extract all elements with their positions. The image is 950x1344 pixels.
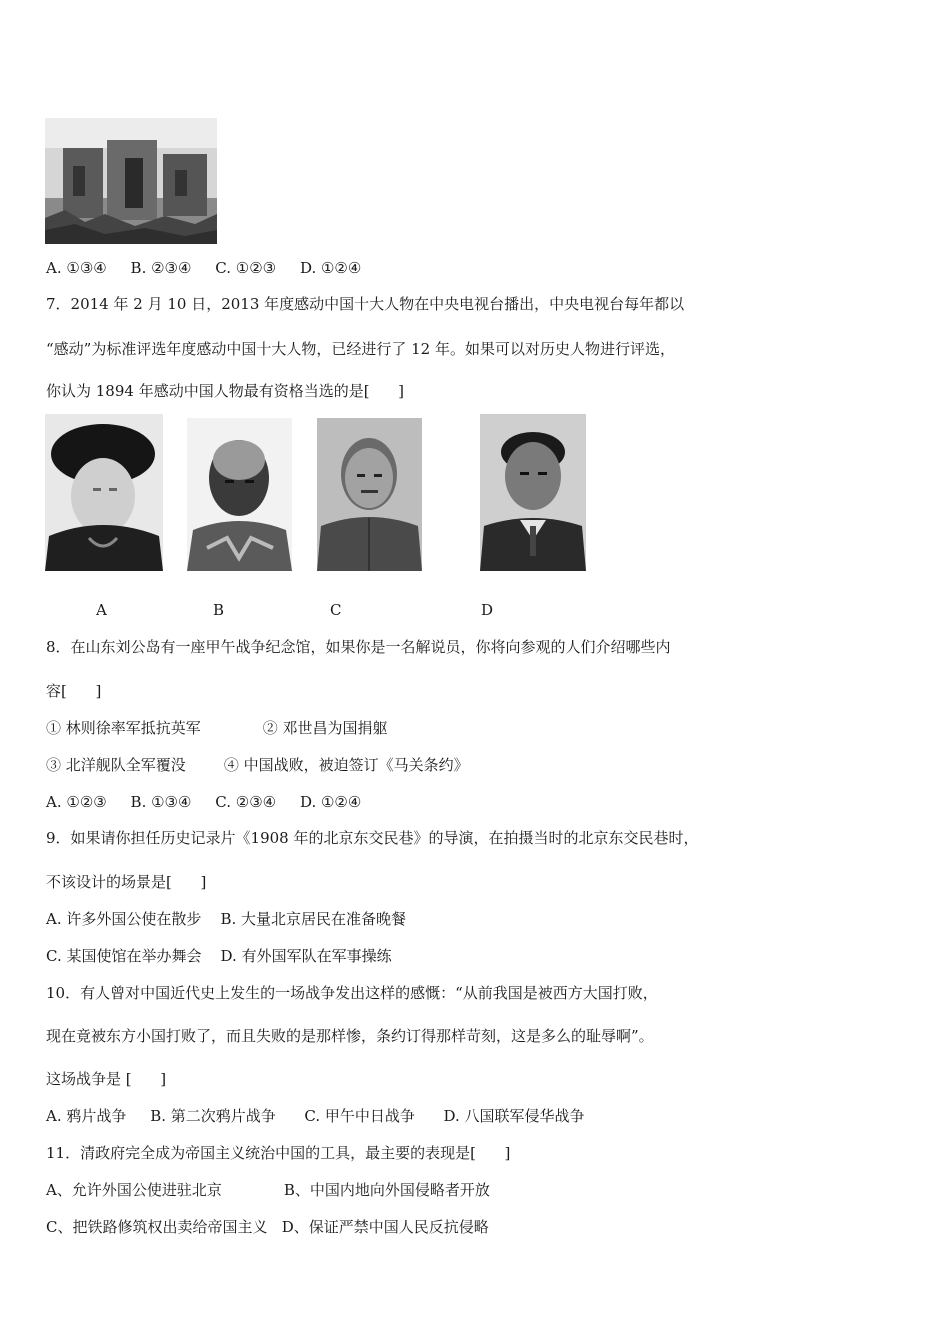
portrait-b (187, 418, 292, 571)
portrait-label-c: C (330, 601, 342, 619)
q7-text-line1: 7．2014 年 2 月 10 日，2013 年度感动中国十大人物在中央电视台播出，中央电视台每年都以 (46, 295, 685, 313)
portrait-c (317, 418, 422, 571)
q11-text-line3: C、把铁路修筑权出卖给帝国主义 D、保证严禁中国人民反抗侵略 (46, 1218, 489, 1236)
q11-text-line1: 11．清政府完全成为帝国主义统治中国的工具，最主要的表现是[ ] (46, 1144, 511, 1162)
portrait-label-d: D (481, 601, 494, 619)
q8-text-line2: 容[ ] (46, 682, 102, 700)
q8-text-line4: ③ 北洋舰队全军覆没 ④ 中国战败，被迫签订《马关条约》 (46, 756, 469, 774)
q10-options: A. 鸦片战争 B. 第二次鸦片战争 C. 甲午中日战争 D. 八国联军侵华战争 (46, 1107, 585, 1125)
q7-text-line2: “感动”为标准评选年度感动中国十大人物，已经进行了 12 年。如果可以对历史人物进行评选， (46, 340, 675, 358)
q10-text-line3: 这场战争是 [ ] (46, 1070, 167, 1088)
portrait-label-b: B (213, 601, 225, 619)
portrait-label-a: A (96, 601, 107, 619)
portrait-d (480, 414, 586, 571)
portrait-a (45, 414, 163, 571)
ruins-photo (45, 118, 217, 244)
q9-text-line2: 不该设计的场景是[ ] (46, 873, 207, 891)
q10-text-line1: 10．有人曾对中国近代史上发生的一场战争发出这样的感慨：“从前我国是被西方大国打败， (46, 984, 658, 1002)
q8-options: A. ①②③ B. ①③④ C. ②③④ D. ①②④ (46, 793, 362, 811)
q9-text-line4: C. 某国使馆在举办舞会 D. 有外国军队在军事操练 (46, 947, 392, 965)
q9-text-line1: 9．如果请你担任历史记录片《1908 年的北京东交民巷》的导演，在拍摄当时的北京东交民巷时， (46, 829, 699, 847)
q7-text-line3: 你认为 1894 年感动中国人物最有资格当选的是[ ] (46, 382, 405, 400)
q11-text-line2: A、允许外国公使进驻北京 B、中国内地向外国侵略者开放 (46, 1181, 490, 1199)
q6-options: A. ①③④ B. ②③④ C. ①②③ D. ①②④ (46, 259, 362, 277)
q10-text-line2: 现在竟被东方小国打败了，而且失败的是那样惨，条约订得那样苛刻，这是多么的耻辱啊”。 (46, 1027, 654, 1045)
q8-text-line1: 8．在山东刘公岛有一座甲午战争纪念馆，如果你是一名解说员，你将向参观的人们介绍哪些内 (46, 638, 671, 656)
q8-text-line3: ① 林则徐率军抵抗英军 ② 邓世昌为国捐躯 (46, 719, 388, 737)
q9-text-line3: A. 许多外国公使在散步 B. 大量北京居民在准备晚餐 (46, 910, 407, 928)
